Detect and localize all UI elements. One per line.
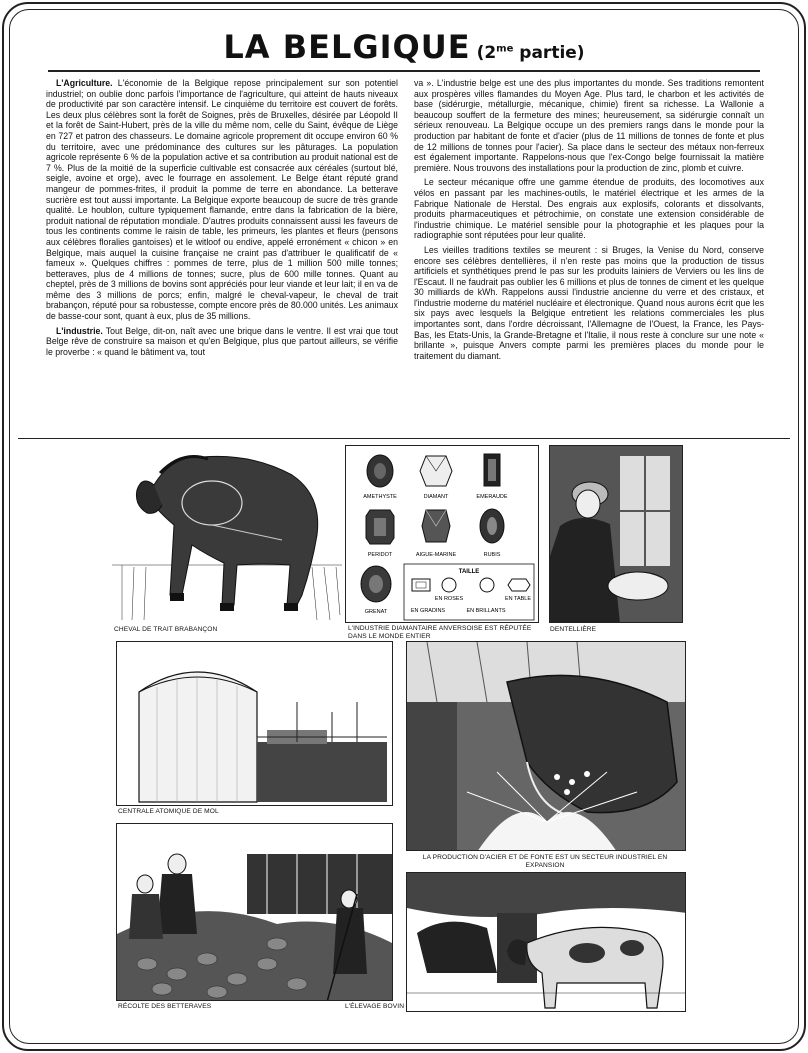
mechanical-paragraph: Le secteur mécanique offre une gamme étendue de produits, des locomotives aux vélos en passant par les machines-outils, le matériel électrique et les armes de la Fabrique Nationale de Herstal. Des engrais aux explosifs, colorants et dissolvants, produits pharmaceutiques et pétrochimie, on constate une extension considérable de l'industrie chimique. Le matériel sensible pour la photographie et les plaques pour la radiographie sont réputées pour leur qualité.	[414, 177, 764, 241]
beet-harvest-drawing	[117, 824, 393, 1001]
industry-paragraph: L'industrie. Tout Belge, dit-on, naît avec une brique dans le ventre. Il est vrai que tout Belge rêve de construire sa maison et qu'en Belgique, plus que partout ailleurs, se vérifie le proverbe : « quand le bâtiment va, tout	[46, 325, 399, 357]
cattle-drawing	[407, 873, 686, 1012]
steel-illustration	[406, 641, 686, 851]
lace-maker-illustration	[549, 445, 683, 623]
textile-paragraph: Les vieilles traditions textiles se meurent : si Bruges, la Venise du Nord, conserve encore ses célèbres dentellières, il n'en reste pas moins que la production de tissus artificiels et synthétiques prend le pas sur les produits lainiers de Verviers ou les lins de l'Escaut. Il ne faudrait pas oublier les 6 millions et plus de tonnes de ciment et les quelque 30 milliards de kWh. Rappelons aussi l'industrie ancienne du verre et des cristaux, et l'industrie moderne du matériel nucléaire et électronique. Quand nous aurons écrit que les six pays avec lesquels la Belgique entretient les relations commerciales les plus importantes sont, dans l'ordre décroissant, l'Allemagne de l'Ouest, la France, les Pays-Bas, les Etats-Unis, la Grande-Bretagne et l'Italie, il nous reste à conclure sur une note « brillante », puisque Anvers compte parmi les premières places du monde pour le traitement du diamant.	[414, 244, 764, 361]
caption-nuclear: CENTRALE ATOMIQUE DE MOL	[118, 808, 219, 815]
gems-illustration	[345, 445, 539, 623]
cut-label-brillants: EN BRILLANTS	[466, 608, 506, 614]
industry-paragraph-continued: va ». L'industrie belge est une des plus importantes du monde. Ses traditions remontent aux prospères villes flamandes du Moyen Age. Plus tard, le charbon et les activités de base (sidérurgie, métallurgie, mécanique, chimie) firent sa richesse. La Wallonie a beaucoup souffert de la fermeture des mines; heureusement, sa sidérurgie connaît un sérieux renouveau. La Belgique occupe un des premiers rangs dans le monde pour la production par habitant de fonte et d'acier (plus de 11 millions de tonnes de fonte et plus de 12 millions de tonnes pour l'acier). Sa place dans le secteur des métaux non-ferreux est également importante. Rappelons-nous que l'ex-Congo belge fournissait la matière première. Nous trouvons des installations pour la production de zinc, plomb et cuivre.	[414, 78, 764, 173]
caption-horse: CHEVAL DE TRAIT BRABANÇON	[114, 626, 218, 633]
steel-furnace-drawing	[407, 642, 686, 851]
taille-heading: TAILLE	[458, 569, 480, 575]
nuclear-plant-drawing	[117, 642, 393, 806]
cut-label-gradins: EN GRADINS	[410, 608, 446, 614]
draft-horse-drawing	[112, 445, 342, 623]
gem-label-peridot: PERIDOT	[367, 552, 393, 558]
cut-label-table: EN TABLE	[504, 596, 532, 602]
title-rule	[48, 70, 760, 72]
title-subtitle: ($2^{me}$ partie)	[476, 43, 585, 63]
lace-maker-drawing	[550, 446, 683, 623]
caption-beets: RÉCOLTE DES BETTERAVES	[118, 1003, 212, 1010]
gem-label-diamant: DIAMANT	[423, 494, 449, 500]
gem-label-grenat: GRENAT	[364, 609, 388, 615]
caption-cattle: L'ÉLEVAGE BOVIN	[345, 1003, 405, 1010]
text-column-right	[414, 78, 764, 365]
cut-label-roses: EN ROSES	[434, 596, 464, 602]
industry-heading: L'industrie.	[56, 325, 103, 336]
cattle-illustration	[406, 872, 686, 1012]
gems-chart	[346, 446, 539, 623]
caption-lace: DENTELLIÈRE	[550, 626, 597, 633]
caption-diamond: L'INDUSTRIE DIAMANTAIRE ANVERSOISE EST RÉPUTÉE DANS LE MONDE ENTIER	[348, 625, 532, 640]
gem-label-rubis: RUBIS	[483, 552, 501, 558]
agriculture-paragraph: L'Agriculture. L'économie de la Belgique repose principalement sur son potentiel industriel; on oublie donc parfois l'importance de l'agriculture, qui atteint de hauts niveaux de productivité par son caractère intensif. Le cinquième du territoire est couvert de forêts. Les deux plus célèbres sont la forêt de Soignes, près de Bruxelles, désirée par Léopold II et la forêt de Saint-Hubert, près de la ville du même nom, celle du Saint, évêque de Liège en 727 et patron des chasseurs. Le domaine agricole proprement dit occupe environ 60 % du territoire, avec une prédominance des cultures sur les pâturages. La population agricole représente 6 % de la population active et sa contribution au produit national est de 7 %. Plus de la moitié de la superficie cultivable est consacrée aux céréales (surtout blé, seigle, avoine et orge), avec le fourrage en assolement. Le Belge étant réputé grand mangeur de pommes-frites, il produit la pomme de terre en abondance. La betterave sucrière est tout aussi importante. La Belgique exporte beaucoup de sucre de très grande qualité. Le houblon, culture typiquement flamande, entre dans la fabrication de la bière, produit national de réputation mondiale. D'autres produits connaissent aussi les faveurs de tous les continents comme le raisin de table, les primeurs, les plantes et fleurs (pensons aux célèbres floralies gantoises) et le witloof ou endive, appelé erronément « chicon » en Belgique, mais auquel la cuisine française ne craint pas d'attribuer le qualificatif de « fameux ». Quelques chiffres : pommes de terre, plus de 1 million 500 mille tonnes; betteraves, plus de 4 millions de tonnes; sucre, plus de 600 mille tonnes. Quant au cheptel, près de 3 millions de bovins sont appréciés pour leur viande et leur lait; il en va de même des 3 millions de porcs; enfin, malgré le cheval-vapeur, le cheval de trait brabançon, réputé pour sa robustesse, compte encore près de 80.000 unités. Les animaux de basse-cour sont, quant à eux, plus de 35 millions.	[46, 78, 398, 322]
gem-label-amethyste: AMETHYSTE	[363, 494, 397, 500]
page-title	[0, 28, 808, 66]
agriculture-heading: L'Agriculture.	[56, 78, 113, 88]
gem-label-aigue-marine: AIGUE-MARINE	[415, 552, 457, 558]
nuclear-plant-illustration	[116, 641, 393, 806]
beet-harvest-illustration	[116, 823, 393, 1001]
section-divider	[18, 438, 790, 439]
text-column-left	[46, 78, 398, 361]
gem-label-emeraude: EMERAUDE	[476, 494, 508, 500]
horse-illustration	[112, 445, 342, 623]
title-main: LA BELGIQUE	[223, 28, 471, 66]
caption-steel: LA PRODUCTION D'ACIER ET DE FONTE EST UN SECTEUR INDUSTRIEL EN EXPANSION	[422, 854, 668, 869]
